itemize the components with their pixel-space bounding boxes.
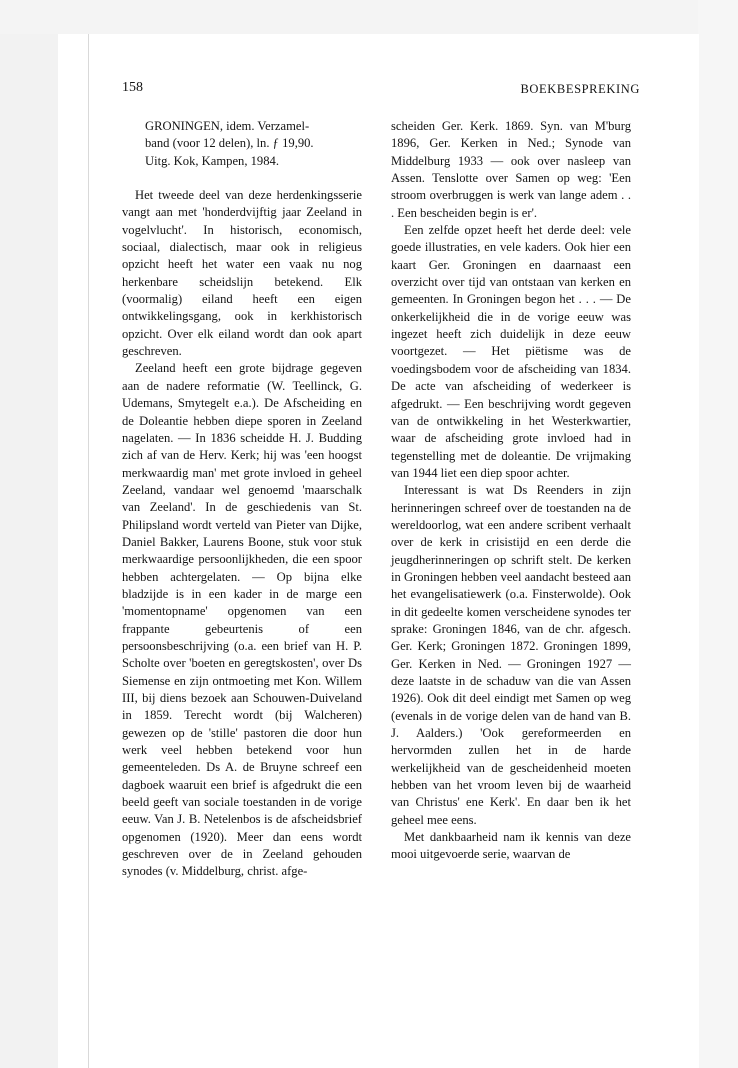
running-head: BOEKBESPREKING [520,82,640,96]
citation-line: GRONINGEN, idem. Verzamel- [145,119,310,133]
review-paragraph: Met dankbaarheid nam ik kennis van deze mooi uitgevoerde serie, waarvan de [391,830,631,862]
citation-line: band (voor 12 delen), ln. ƒ 19,90. [145,136,314,151]
citation-line: Uitg. Kok, Kampen, 1984. [145,153,279,168]
right-column [391,118,631,864]
scan-margin-left [0,0,58,1068]
book-citation [145,118,362,170]
review-paragraph-continued: scheiden Ger. Kerk. 1869. Syn. van M'burg 1896, Ger. Kerken in Ned.; Synode van Middelburg 1933 — ook over nasleep van Assen. Tenslotte over Samen op weg: 'Een stroom overbruggen is werk van lange adem . . . Een bescheiden begin is er'. [391,119,631,220]
review-paragraph: Interessant is wat Ds Reenders in zijn herinneringen schreef over de toestanden na de wereldoorlog, wat een andere scribent verhaalt over de kerk in crisistijd en een derde die jeugdherinneringen op schrift stelt. De kerken in Groningen hebben veel aandacht besteed aan het evangelisatiewerk (o.a. Finsterwolde). Ook in dit gedeelte komen verscheidene synodes ter sprake: Groningen 1846, van de chr. afgesch. Ger. Kerk; Groningen 1872. Groningen 1899, Ger. Kerken in Ned. — Groningen 1927 — deze laatste in de schaduw van die van Assen 1926). Ook dit deel eindigt met Samen op weg (evenals in de vorige delen van de hand van B. J. Aalders.) 'Ook gereformeerden en hervormden zullen het in de harde werkelijkheid van de gescheidenheid moeten hebben van het vroom leven bij de waarheid van Christus' ene Kerk'. En daar ben ik het geheel mee eens. [391,483,631,827]
left-column [122,118,362,881]
review-paragraph: Zeeland heeft een grote bijdrage gegeven aan de nadere reformatie (W. Teellinck, G. Udemans, Smytegelt e.a.). De Afscheiding en de Doleantie hebben diepe sporen in Zeeland nagelaten. — In 1836 scheidde H. J. Budding zich af van de Herv. Kerk; hij was 'een hoogst merkwaardig man' met grote invloed in geheel Zeeland, vandaar wel genoemd 'maarschalk van Zeeland'. In de geschiedenis van St. Philipsland wordt verteld van Pieter van Dijke, Daniel Bakker, Laurens Boone, stuk voor stuk merkwaardige persoonlijkheden, die een spoor hebben achtergelaten. — Op bijna elke bladzijde is in een kader in de marge een 'momentopname' opgenomen van een frappante gebeurtenis of een persoonsbeschrijving (o.a. een brief van H. P. Scholte over 'boeten en geregtskosten', over Ds Siemense en zijn ontmoeting met Kon. Willem III, bij diens bezoek aan Schouwen-Duiveland in 1859. Terecht wordt (bij Walcheren) gewezen op de 'stille' pastoren die door hun werk veel hebben betekend voor hun gemeenteleden. Ds A. de Bruyne schreef een dagboek waaruit een brief is afgedrukt die een beeld geeft van sociale toestanden in de vorige eeuw. Van J. B. Netelenbos is de afscheidsbrief opgenomen (1920). Meer dan eens wordt geschreven over de in Zeeland gehouden synodes (v. Middelburg, christ. afge- [122,361,362,879]
review-paragraph: Een zelfde opzet heeft het derde deel: vele goede illustraties, en vele kaders. Ook hier een kaart Ger. Groningen en daarnaast een overzicht over tijd van ontstaan van kerken en gemeenten. In Groningen begon het . . . — De onkerkelijkheid die in de vorige eeuw was ingezet heeft zich duidelijk in deze eeuw voortgezet. — Het piëtisme was de voedingsbodem voor de afscheiding van 1834. De acte van afscheiding of wederkeer is afgedrukt. — Een beschrijving wordt gegeven van de ontwikkeling in het Westerkwartier, waar de afscheiding grote invloed had in tegenstelling met de doleantie. De vrijmaking van 1944 liet een diep spoor achter. [391,223,631,480]
scan-margin-top [0,0,738,34]
review-paragraph: Het tweede deel van deze herdenkingsserie vangt aan met 'honderdvijftig jaar Zeeland in vogelvlucht'. In historisch, economisch, sociaal, dialectisch, maar ook in religieus opzicht heeft het water een vaak nu nog herkenbare scheidslijn betekend. Elk (voormalig) eiland heeft een eigen ontwikkelingsgang, ook in kerkhistorisch opzicht. Over elk eiland wordt dan ook apart geschreven. [122,188,362,359]
page-number: 158 [122,80,143,95]
scan-margin-right [698,0,738,1068]
